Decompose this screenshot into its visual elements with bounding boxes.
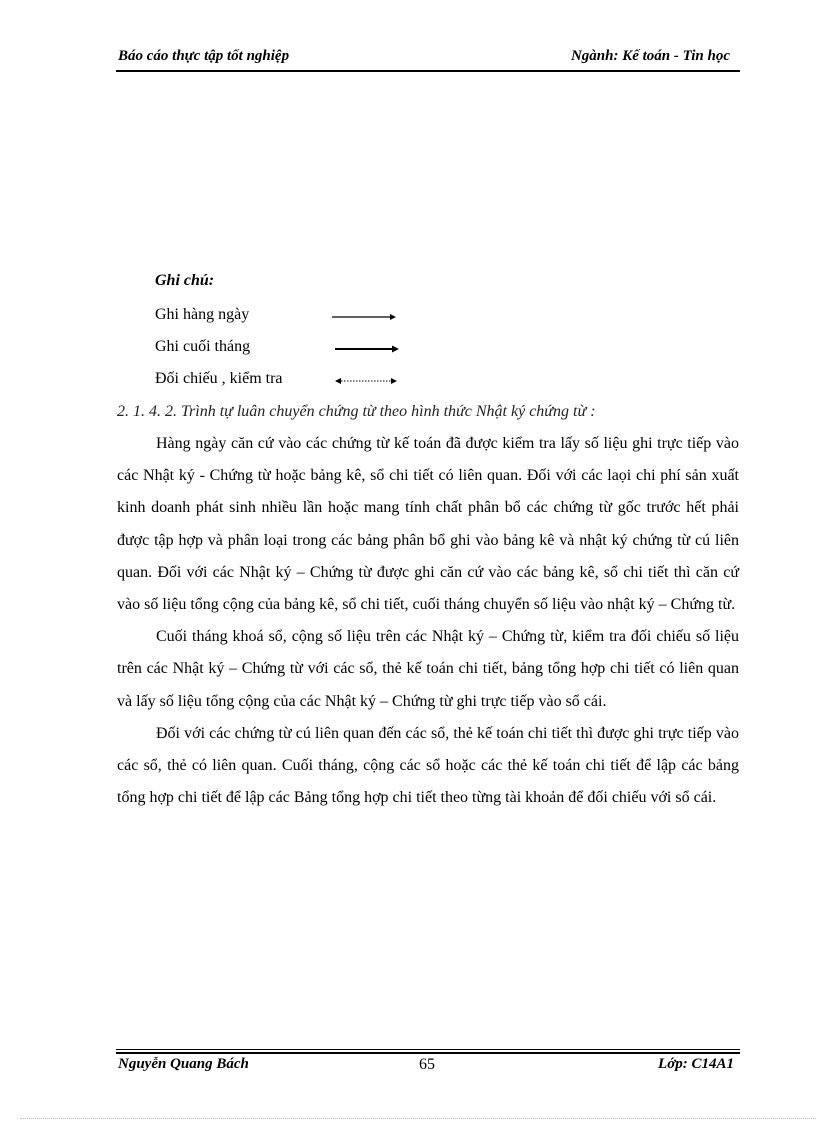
header-divider <box>116 70 740 72</box>
footer-divider-thick <box>116 1052 740 1054</box>
double-dotted-arrow-icon <box>333 370 403 390</box>
page-header <box>116 48 740 68</box>
legend-label: Đối chiếu , kiểm tra <box>155 370 283 387</box>
legend-label: Ghi hàng ngày <box>155 306 250 323</box>
header-report-title: Báo cáo thực tập tốt nghiệp <box>118 48 290 64</box>
legend-item-month-end <box>155 338 415 360</box>
section-heading: 2. 1. 4. 2. Trình tự luân chuyển chứng từ theo hình thức Nhật ký chứng từ : <box>117 403 596 420</box>
legend-item-reconcile <box>155 370 415 392</box>
footer-divider <box>116 1049 740 1050</box>
footer-class: Lớp: C14A1 <box>658 1056 734 1072</box>
legend-item-daily <box>155 306 415 328</box>
legend-title: Ghi chú: <box>155 272 215 289</box>
header-department: Ngành: Kế toán - Tin học <box>570 48 730 64</box>
thick-arrow-icon <box>333 338 403 358</box>
footer-author: Nguyễn Quang Bách <box>118 1056 249 1072</box>
solid-arrow-icon <box>330 306 400 326</box>
paragraph: Hàng ngày căn cứ vào các chứng từ kế toán đã được kiểm tra lấy số liệu ghi trực tiếp vào các Nhật ký - Chứng từ hoặc bảng kê, sổ chi tiết có liên quan. Đối với các laọi chi phí sản xuất kinh doanh phát sinh nhiều lần hoặc mang tính chất phân bổ các chứng từ gốc trước hết phải được tập hợp và phân loại trong các bảng phân bổ ghi vào bảng kê và nhật ký chứng từ cú liên quan. Đối với các Nhật ký – Chứng từ được ghi căn cứ vào các bảng kê, sổ chi tiết thì căn cứ vào số liệu tổng cộng của bảng kê, sổ chi tiết, cuối tháng chuyển số liệu vào nhật ký – Chứng từ. <box>117 435 739 614</box>
page-number: 65 <box>419 1056 435 1073</box>
body-text <box>117 428 739 814</box>
legend-label: Ghi cuối tháng <box>155 338 251 355</box>
paragraph: Đối với các chứng từ cú liên quan đến các sổ, thẻ kế toán chi tiết thì được ghi trực tiếp vào các sổ, thẻ có liên quan. Cuối tháng, cộng các sổ hoặc các thẻ kế toán chi tiết để lập các bảng tổng hợp chi tiết để lập các Bảng tổng hợp chi tiết theo từng tài khoản để đối chiếu với sổ cái. <box>117 724 739 807</box>
page-edge <box>20 1118 816 1119</box>
paragraph: Cuối tháng khoá sổ, cộng số liệu trên các Nhật ký – Chứng từ, kiểm tra đối chiếu số liệu trên các Nhật ký – Chứng từ với các sổ, thẻ kế toán chi tiết, bảng tổng hợp chi tiết có liên quan và lấy số liệu tổng cộng của các Nhật ký – Chứng từ ghi trực tiếp vào sổ cái. <box>117 628 739 710</box>
page-footer <box>116 1056 740 1076</box>
